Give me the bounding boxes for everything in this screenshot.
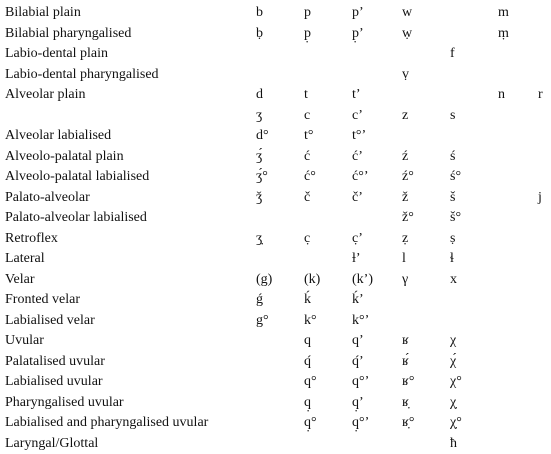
consonant-row bbox=[5, 393, 548, 414]
phoneme-cell bbox=[450, 311, 498, 332]
phoneme-cell bbox=[256, 65, 304, 86]
phoneme-cell: (k) bbox=[304, 270, 352, 291]
phoneme-cell: ʁ° bbox=[402, 372, 450, 393]
phoneme-cell bbox=[498, 270, 538, 291]
phoneme-cell: ź° bbox=[402, 167, 450, 188]
phoneme-cell: ž° bbox=[402, 208, 450, 229]
phoneme-cell bbox=[450, 290, 498, 311]
phoneme-cell bbox=[538, 249, 548, 270]
phoneme-cell bbox=[498, 106, 538, 127]
consonant-row bbox=[5, 24, 548, 45]
phoneme-cell bbox=[402, 44, 450, 65]
consonant-row bbox=[5, 249, 548, 270]
phoneme-cell: γ bbox=[402, 270, 450, 291]
row-label: Labialised velar bbox=[5, 311, 256, 332]
consonant-row bbox=[5, 65, 548, 86]
consonant-row bbox=[5, 434, 548, 454]
phoneme-cell bbox=[498, 167, 538, 188]
phoneme-cell bbox=[538, 270, 548, 291]
consonant-row bbox=[5, 167, 548, 188]
phoneme-cell bbox=[498, 44, 538, 65]
phoneme-cell: (g) bbox=[256, 270, 304, 291]
consonant-row bbox=[5, 106, 548, 127]
phoneme-cell: χ° bbox=[450, 372, 498, 393]
row-label: Labialised uvular bbox=[5, 372, 256, 393]
phoneme-cell bbox=[450, 126, 498, 147]
phoneme-cell bbox=[498, 249, 538, 270]
phoneme-cell: ħ bbox=[450, 434, 498, 454]
phoneme-cell bbox=[498, 311, 538, 332]
row-label: Alveolo-palatal plain bbox=[5, 147, 256, 168]
phoneme-cell: (k’) bbox=[352, 270, 402, 291]
consonant-row bbox=[5, 229, 548, 250]
phoneme-cell: ṣ bbox=[450, 229, 498, 250]
phoneme-cell bbox=[352, 44, 402, 65]
row-label: Lateral bbox=[5, 249, 256, 270]
phoneme-cell bbox=[402, 434, 450, 454]
phoneme-cell bbox=[498, 434, 538, 454]
phoneme-cell: q°’ bbox=[352, 372, 402, 393]
row-label: Retroflex bbox=[5, 229, 256, 250]
phoneme-cell: k° bbox=[304, 311, 352, 332]
phoneme-cell: z bbox=[402, 106, 450, 127]
phoneme-cell: w bbox=[402, 3, 450, 24]
phoneme-cell bbox=[256, 208, 304, 229]
phoneme-cell bbox=[450, 3, 498, 24]
phoneme-cell: q̣ bbox=[304, 393, 352, 414]
phoneme-cell: ʒ bbox=[256, 106, 304, 127]
row-label: Palato-alveolar bbox=[5, 188, 256, 209]
phoneme-cell: f bbox=[450, 44, 498, 65]
phoneme-cell: ḱ’ bbox=[352, 290, 402, 311]
phoneme-cell: p bbox=[304, 3, 352, 24]
phoneme-cell bbox=[538, 331, 548, 352]
phoneme-cell: l bbox=[402, 249, 450, 270]
consonant-row bbox=[5, 290, 548, 311]
row-label: Pharyngalised uvular bbox=[5, 393, 256, 414]
phoneme-cell bbox=[498, 229, 538, 250]
phoneme-cell bbox=[538, 147, 548, 168]
phoneme-cell bbox=[402, 311, 450, 332]
phoneme-cell bbox=[304, 208, 352, 229]
phoneme-cell: q̣’ bbox=[352, 393, 402, 414]
phoneme-cell: ǵ bbox=[256, 290, 304, 311]
phoneme-cell bbox=[538, 208, 548, 229]
phoneme-cell bbox=[498, 352, 538, 373]
phoneme-cell bbox=[498, 372, 538, 393]
phoneme-cell: x bbox=[450, 270, 498, 291]
phoneme-cell bbox=[498, 208, 538, 229]
consonant-row bbox=[5, 3, 548, 24]
phoneme-cell bbox=[304, 434, 352, 454]
phoneme-cell: ž bbox=[402, 188, 450, 209]
row-label: Labio-dental pharyngalised bbox=[5, 65, 256, 86]
phoneme-cell: k°’ bbox=[352, 311, 402, 332]
consonant-row bbox=[5, 311, 548, 332]
phoneme-cell: ʒ́ bbox=[256, 147, 304, 168]
phoneme-cell: ṿ bbox=[402, 65, 450, 86]
phoneme-cell bbox=[538, 3, 548, 24]
consonant-row bbox=[5, 352, 548, 373]
phoneme-cell: d bbox=[256, 85, 304, 106]
phoneme-cell bbox=[498, 147, 538, 168]
phoneme-cell: t’ bbox=[352, 85, 402, 106]
consonant-row bbox=[5, 85, 548, 106]
phoneme-cell: č bbox=[304, 188, 352, 209]
row-label: Bilabial plain bbox=[5, 3, 256, 24]
phoneme-cell bbox=[538, 65, 548, 86]
consonant-row bbox=[5, 270, 548, 291]
phoneme-cell bbox=[256, 393, 304, 414]
phoneme-cell bbox=[256, 352, 304, 373]
row-label: Labio-dental plain bbox=[5, 44, 256, 65]
phoneme-cell: q bbox=[304, 331, 352, 352]
phoneme-cell bbox=[352, 208, 402, 229]
phoneme-cell: p̣ bbox=[304, 24, 352, 45]
phoneme-cell bbox=[256, 331, 304, 352]
phoneme-cell: ʒ̣ bbox=[256, 229, 304, 250]
phoneme-cell: ẓ bbox=[402, 229, 450, 250]
phoneme-cell bbox=[256, 434, 304, 454]
consonant-row bbox=[5, 147, 548, 168]
row-label: Laryngal/Glottal bbox=[5, 434, 256, 454]
consonant-row bbox=[5, 331, 548, 352]
phoneme-cell: c̣’ bbox=[352, 229, 402, 250]
phoneme-cell bbox=[538, 311, 548, 332]
consonant-row bbox=[5, 188, 548, 209]
phoneme-cell bbox=[498, 188, 538, 209]
phoneme-cell: ć°’ bbox=[352, 167, 402, 188]
phoneme-cell bbox=[498, 413, 538, 434]
phoneme-cell: t bbox=[304, 85, 352, 106]
phoneme-cell bbox=[304, 44, 352, 65]
phoneme-cell: m bbox=[498, 3, 538, 24]
phoneme-cell bbox=[256, 44, 304, 65]
phoneme-cell: ź bbox=[402, 147, 450, 168]
phoneme-cell bbox=[498, 290, 538, 311]
phoneme-cell bbox=[538, 126, 548, 147]
phoneme-cell: s bbox=[450, 106, 498, 127]
phoneme-cell bbox=[538, 413, 548, 434]
phoneme-cell bbox=[352, 65, 402, 86]
phoneme-cell: q’ bbox=[352, 331, 402, 352]
phoneme-cell: d° bbox=[256, 126, 304, 147]
phoneme-cell: ʒ́° bbox=[256, 167, 304, 188]
phoneme-cell bbox=[450, 24, 498, 45]
phoneme-cell bbox=[256, 249, 304, 270]
phoneme-cell: b bbox=[256, 3, 304, 24]
phoneme-cell: t°’ bbox=[352, 126, 402, 147]
phoneme-cell: c̣ bbox=[304, 229, 352, 250]
phoneme-cell: ʁ bbox=[402, 331, 450, 352]
phoneme-cell bbox=[538, 229, 548, 250]
row-label: Palato-alveolar labialised bbox=[5, 208, 256, 229]
phoneme-cell: č’ bbox=[352, 188, 402, 209]
phoneme-cell bbox=[538, 167, 548, 188]
consonant-table bbox=[5, 3, 548, 454]
phoneme-cell: χ̣ bbox=[450, 393, 498, 414]
phoneme-cell bbox=[304, 249, 352, 270]
phoneme-cell bbox=[256, 372, 304, 393]
phoneme-cell: q° bbox=[304, 372, 352, 393]
phoneme-cell bbox=[402, 290, 450, 311]
phoneme-cell: p̣’ bbox=[352, 24, 402, 45]
phoneme-cell: χ bbox=[450, 331, 498, 352]
row-label bbox=[5, 106, 256, 127]
phoneme-cell bbox=[538, 290, 548, 311]
phoneme-cell: c bbox=[304, 106, 352, 127]
consonant-row bbox=[5, 126, 548, 147]
phoneme-cell: ƚ’ bbox=[352, 249, 402, 270]
phoneme-cell: q̣°’ bbox=[352, 413, 402, 434]
phoneme-cell bbox=[498, 126, 538, 147]
phoneme-cell bbox=[450, 85, 498, 106]
phoneme-cell bbox=[538, 44, 548, 65]
phoneme-cell: ć bbox=[304, 147, 352, 168]
phoneme-cell bbox=[256, 413, 304, 434]
phoneme-cell bbox=[402, 126, 450, 147]
phoneme-cell: ʁ̣° bbox=[402, 413, 450, 434]
phoneme-cell bbox=[538, 106, 548, 127]
phoneme-cell bbox=[402, 85, 450, 106]
phoneme-cell bbox=[450, 65, 498, 86]
consonant-table-body bbox=[5, 3, 548, 454]
phoneme-cell: n bbox=[498, 85, 538, 106]
phoneme-cell: ʁ̣ bbox=[402, 393, 450, 414]
phoneme-cell: q́’ bbox=[352, 352, 402, 373]
phoneme-cell: j bbox=[538, 188, 548, 209]
phoneme-cell: ẉ bbox=[402, 24, 450, 45]
phoneme-cell: ś bbox=[450, 147, 498, 168]
row-label: Alveolo-palatal labialised bbox=[5, 167, 256, 188]
phoneme-cell: t° bbox=[304, 126, 352, 147]
phoneme-cell: c’ bbox=[352, 106, 402, 127]
phoneme-cell bbox=[498, 65, 538, 86]
phoneme-cell: ć’ bbox=[352, 147, 402, 168]
phoneme-cell bbox=[538, 434, 548, 454]
phoneme-cell: χ̣° bbox=[450, 413, 498, 434]
phoneme-cell: χ́ bbox=[450, 352, 498, 373]
row-label: Velar bbox=[5, 270, 256, 291]
row-label: Bilabial pharyngalised bbox=[5, 24, 256, 45]
phoneme-cell bbox=[304, 65, 352, 86]
phoneme-cell bbox=[498, 393, 538, 414]
phoneme-cell: š bbox=[450, 188, 498, 209]
row-label: Palatalised uvular bbox=[5, 352, 256, 373]
consonant-row bbox=[5, 44, 548, 65]
phoneme-cell: ć° bbox=[304, 167, 352, 188]
phoneme-cell: ś° bbox=[450, 167, 498, 188]
phoneme-cell bbox=[538, 372, 548, 393]
row-label: Alveolar plain bbox=[5, 85, 256, 106]
phoneme-cell: p’ bbox=[352, 3, 402, 24]
phoneme-cell bbox=[538, 352, 548, 373]
phoneme-cell: ṃ bbox=[498, 24, 538, 45]
phoneme-cell: ḅ bbox=[256, 24, 304, 45]
phoneme-cell bbox=[538, 393, 548, 414]
phoneme-cell bbox=[352, 434, 402, 454]
phoneme-cell bbox=[498, 331, 538, 352]
phoneme-cell bbox=[538, 24, 548, 45]
phoneme-cell: š° bbox=[450, 208, 498, 229]
row-label: Labialised and pharyngalised uvular bbox=[5, 413, 256, 434]
phoneme-cell: q́ bbox=[304, 352, 352, 373]
consonant-row bbox=[5, 372, 548, 393]
phoneme-cell: ǯ bbox=[256, 188, 304, 209]
consonant-row bbox=[5, 413, 548, 434]
row-label: Fronted velar bbox=[5, 290, 256, 311]
phoneme-cell: q̣° bbox=[304, 413, 352, 434]
phoneme-cell: r bbox=[538, 85, 548, 106]
phoneme-cell: ʁ́ bbox=[402, 352, 450, 373]
row-label: Uvular bbox=[5, 331, 256, 352]
consonant-row bbox=[5, 208, 548, 229]
row-label: Alveolar labialised bbox=[5, 126, 256, 147]
phoneme-cell: ɬ bbox=[450, 249, 498, 270]
phoneme-cell: ḱ bbox=[304, 290, 352, 311]
phoneme-cell: g° bbox=[256, 311, 304, 332]
